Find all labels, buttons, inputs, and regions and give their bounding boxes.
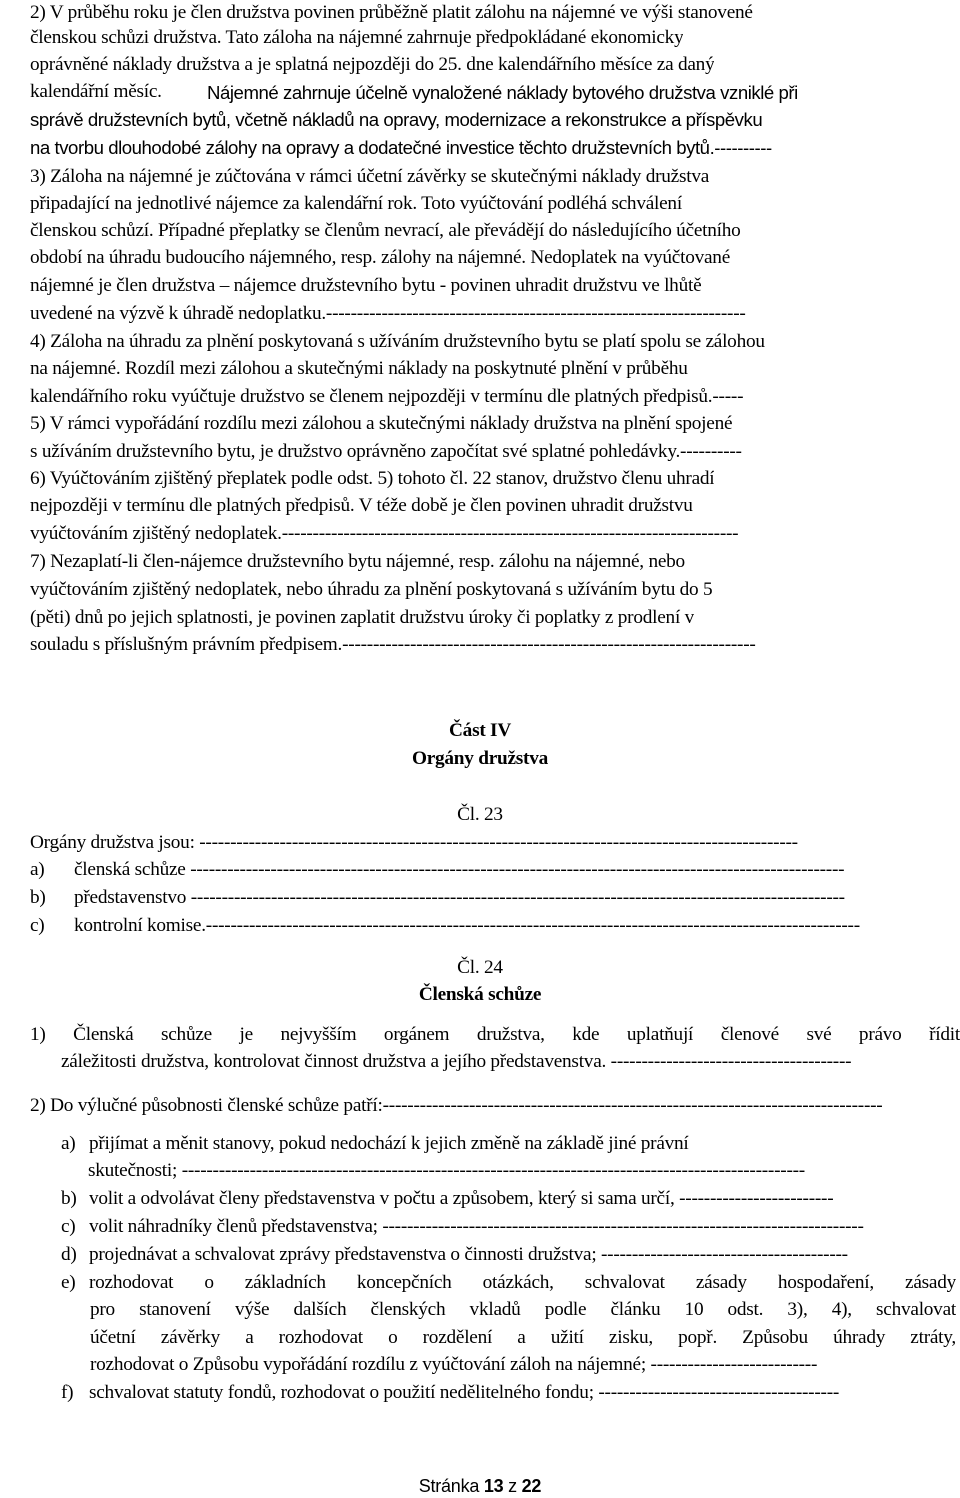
organs-intro: Orgány družstva jsou: — [30, 832, 195, 853]
item-text: skutečnosti; — [88, 1160, 178, 1181]
footer-prefix: Stránka — [418, 1476, 480, 1496]
page-number: 13 — [483, 1476, 504, 1496]
item-text: schvalovat statuty fondů, rozhodovat o použití nedělitelného fondu; — [89, 1382, 594, 1403]
text-line: 5) V rámci vypořádání rozdílu mezi zálohou a skutečnými náklady družstva na plnění spojené — [30, 413, 733, 434]
list-item — [61, 1186, 941, 1213]
list-item — [61, 1242, 941, 1269]
item-text: volit a odvolávat členy představenstva v počtu a způsobem, který si sama určí, — [89, 1188, 675, 1209]
item-text: volit náhradníky členů představenstva; — [89, 1216, 378, 1237]
dash-filler: ------------------------------------------------------------------------------ — [382, 1216, 864, 1237]
text-line: 2) V průběhu roku je člen družstva povinen průběžně platit zálohu na nájemné ve výši stanovené — [30, 2, 753, 23]
text-line: správě družstevních bytů, včetně nákladů na opravy, modernizace a rekonstrukce a příspěvku — [30, 109, 763, 130]
text-line: Nájemné zahrnuje účelně vynaložené náklady bytového družstva vzniklé při — [207, 82, 798, 103]
dash-filler: ---------------------------------------------------------------------------------------------------------- — [190, 887, 845, 908]
paragraph-text: 2) Do výlučné působnosti členské schůze patří: — [30, 1095, 383, 1116]
organ-item — [30, 857, 942, 884]
list-item-continuation: pro stanovení výše dalších členských vkladů podle článku 10 odst. 3), 4), schvalovat — [90, 1299, 956, 1320]
item-text: rozhodovat o Způsobu vypořádání rozdílu z vyúčtování záloh na nájemné; — [90, 1354, 646, 1375]
text-line: členskou schůzi družstva. Tato záloha na nájemné zahrnuje předpokládané ekonomicky — [30, 27, 684, 48]
dash-filler: ----------------------------------------------------------------------------------------------------- — [181, 1160, 805, 1181]
text-line: na tvorbu dlouhodobé zálohy na opravy a dodatečné investice těchto družstevních bytů.---------- — [30, 137, 772, 158]
list-item-continuation — [90, 1352, 941, 1379]
item-letter: e) — [61, 1272, 76, 1293]
text-line: období na úhradu budoucího nájemného, resp. zálohy na nájemné. Nedoplatek na vyúčtované — [30, 247, 730, 268]
text-line: vyúčtováním zjištěný nedoplatek, nebo úhradu za plnění poskytovaná s užíváním bytu do 5 — [30, 579, 713, 600]
item-text: představenstvo — [74, 887, 187, 908]
dash-filler: --------------------------------------- — [610, 1051, 852, 1072]
text-line: uvedené na výzvě k úhradě nedoplatku.-------------------------------------------------------------------- — [30, 303, 746, 324]
list-item — [61, 1270, 956, 1297]
text-line: oprávněné náklady družstva a je splatná nejpozději do 25. dne kalendářního měsíce za daný — [30, 54, 715, 75]
list-item — [61, 1380, 941, 1407]
page-total: 22 — [521, 1476, 542, 1496]
item-letter: c) — [61, 1216, 76, 1237]
dash-filler: ---------------------------------------------------------------------------------------------------------- — [190, 859, 845, 880]
dash-filler: ---------------------------------------------------------------------------------------------------------- — [205, 915, 860, 936]
dash-filler: --------------------------------------- — [598, 1382, 840, 1403]
item-letter: a) — [61, 1133, 76, 1154]
dash-filler: ------------------------- — [679, 1188, 834, 1209]
text-line: souladu s příslušným právním předpisem.------------------------------------------------------------------- — [30, 634, 756, 655]
text-line: s užíváním družstevního bytu, je družstvo oprávněno započítat své splatné pohledávky.---------- — [30, 441, 742, 462]
part-subtitle: Orgány družstva — [411, 748, 549, 769]
item-text: členská schůze — [74, 859, 186, 880]
dash-filler: --------------------------- — [650, 1354, 818, 1375]
text-line: (pěti) dnů po jejich splatnosti, je povinen zaplatit družstvu úroky či poplatky z prodlení v — [30, 607, 695, 628]
organ-item — [30, 913, 952, 940]
item-text: kontrolní komise. — [74, 915, 206, 936]
item-letter: b) — [30, 887, 46, 908]
text-line: na nájemné. Rozdíl mezi zálohou a skutečnými náklady na poskytnuté plnění v průběhu — [30, 358, 688, 379]
dash-filler: ------------------------------------------------------------------------------------------------- — [199, 832, 798, 853]
article-heading: Čl. 24 — [457, 957, 503, 978]
item-text: přijímat a měnit stanovy, pokud nedochází k jejich změně na základě jiné právní — [89, 1133, 689, 1154]
text-line: kalendářního roku vyúčtuje družstvo se členem nejpozději v termínu dle platných předpisů.----- — [30, 386, 744, 407]
item-text: rozhodovat o základních koncepčních otázkách, schvalovat zásady hospodaření, zásady — [89, 1272, 956, 1293]
paragraph-1-line-2 — [61, 1049, 941, 1076]
text-line: 6) Vyúčtováním zjištěný přeplatek podle odst. 5) tohoto čl. 22 stanov, družstvo členu uhradí — [30, 468, 715, 489]
text-line: 4) Záloha na úhradu za plnění poskytovaná s užíváním družstevního bytu se platí spolu se zálohou — [30, 331, 765, 352]
list-item-continuation: účetní závěrky a rozhodovat o rozdělení a užití zisku, popř. Způsobu úhrady ztráty, — [90, 1327, 956, 1348]
footer-separator: z — [508, 1476, 517, 1496]
text-line: vyúčtováním zjištěný nedoplatek.-------------------------------------------------------------------------- — [30, 523, 739, 544]
dash-filler: --------------------------------------------------------------------------------- — [382, 1095, 883, 1116]
item-letter: d) — [61, 1244, 77, 1265]
text-line: členskou schůzí. Případné přeplatky se členům nevrací, ale převádějí do následujícího účetního — [30, 220, 741, 241]
item-letter: b) — [61, 1188, 77, 1209]
organs-intro-line — [30, 830, 942, 857]
article-heading: Čl. 23 — [457, 804, 503, 825]
part-title: Část IV — [449, 720, 511, 741]
item-letter: c) — [30, 915, 45, 936]
paragraph-2 — [30, 1093, 942, 1120]
paragraph-1-line-1: 1) Členská schůze je nejvyšším orgánem družstva, kde uplatňují členové své právo řídit — [30, 1024, 960, 1045]
list-item — [61, 1214, 941, 1241]
article-title: Členská schůze — [418, 984, 542, 1005]
text-line: 3) Záloha na nájemné je zúčtována v rámci účetní závěrky se skutečnými náklady družstva — [30, 166, 710, 187]
organ-item — [30, 885, 942, 912]
item-letter: a) — [30, 859, 45, 880]
item-text: projednávat a schvalovat zprávy představenstva o činnosti družstva; — [89, 1244, 597, 1265]
dash-filler: ---------------------------------------- — [601, 1244, 848, 1265]
text-line: připadající na jednotlivé nájemce za kalendářní rok. Toto vyúčtování podléhá schválení — [30, 193, 682, 214]
list-item-continuation — [88, 1158, 941, 1185]
item-letter: f) — [61, 1382, 74, 1403]
text-line: nejpozději v termínu dle platných předpisů. V téže době je člen povinen uhradit družstvu — [30, 495, 693, 516]
text-line: nájemné je člen družstva – nájemce družstevního bytu - povinen uhradit družstvu ve lhůtě — [30, 275, 702, 296]
page-footer — [0, 1474, 960, 1498]
list-item — [61, 1131, 941, 1158]
text-line: kalendářní měsíc. — [30, 81, 162, 102]
paragraph-text: záležitosti družstva, kontrolovat činnost družstva a jejího představenstva. — [61, 1051, 607, 1072]
text-line: 7) Nezaplatí-li člen-nájemce družstevního bytu nájemné, resp. zálohu na nájemné, nebo — [30, 551, 685, 572]
